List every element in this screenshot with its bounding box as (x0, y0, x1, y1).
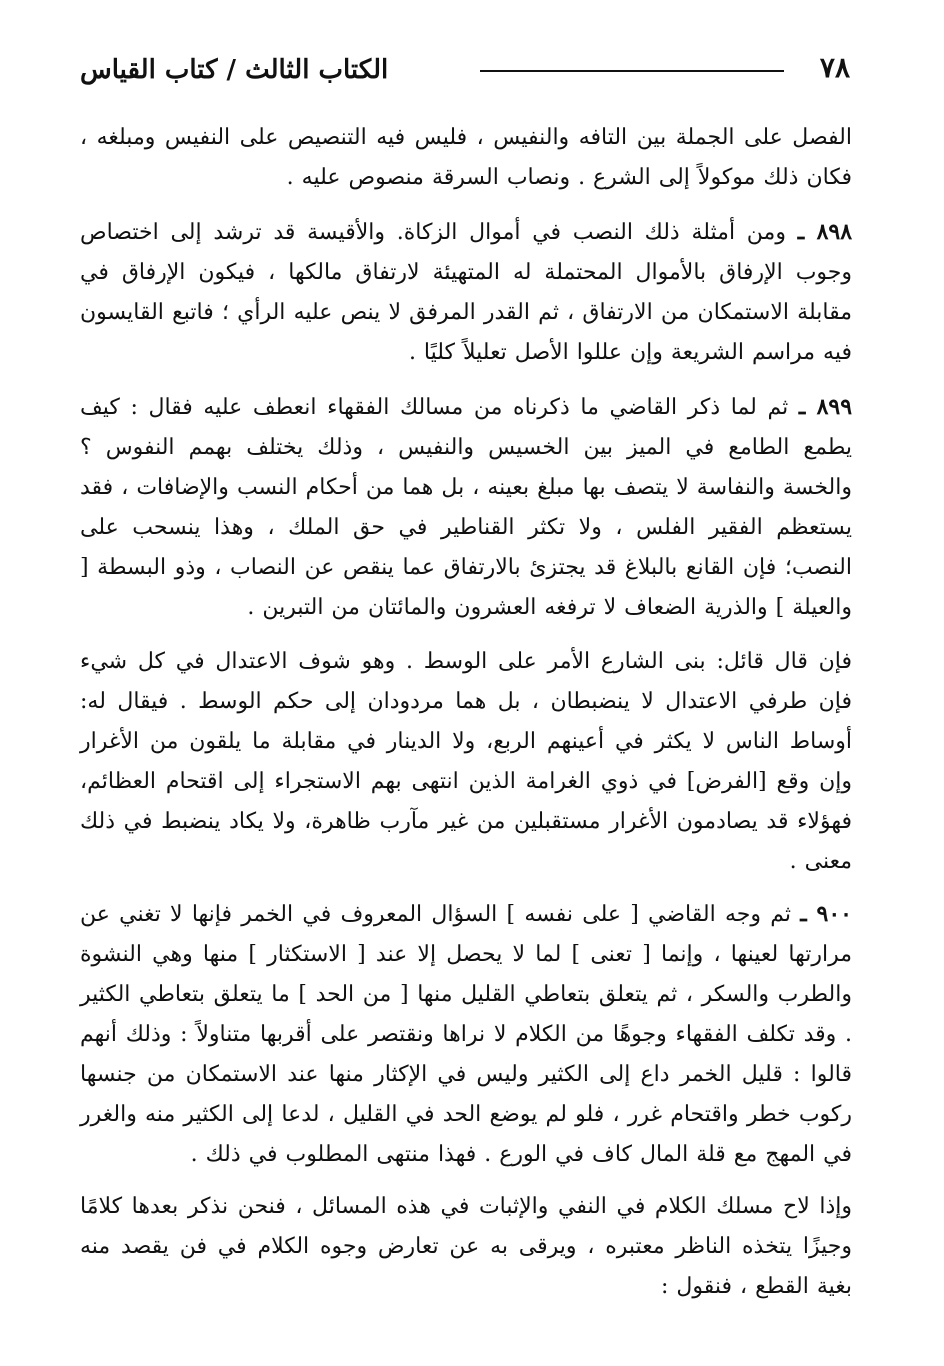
paragraph-number: ٨٩٨ ـ (797, 219, 853, 245)
paragraph-900 (80, 894, 852, 1175)
running-title: الكتاب الثالث / كتاب القياس (80, 55, 389, 85)
paragraph-text: ومن أمثلة ذلك النصب في أموال الزكاة. والأقيسة قد ترشد إلى اختصاص وجوب الإرفاق بالأموال المحتملة له المتهيئة لارتفاق مالكها ، فيكون الإرفاق في مقابلة الاستمكان من الارتفاق ، ثم القدر المرفق لا ينص عليه الرأي ؛ فاتبع القايسون فيه مراسم الشريعة وإن عللوا الأصل تعليلاً كليًا . (80, 220, 852, 365)
paragraph-conclusion (80, 1187, 852, 1307)
paragraph-text: ثم وجه القاضي [ على نفسه ] السؤال المعروف في الخمر فإنها لا تغني عن مرارتها لعينها ، وإنما [ تعنى ] لما لا يحصل إلا عند [ الاستكثار ] منها وهي النشوة والطرب والسكر ، ثم يتعلق بتعاطي القليل منها [ من الحد ] ما يتعلق بتعاطي الكثير . وقد تكلف الفقهاء وجوهًا من الكلام لا نراها ونقتصر على أقربها متناولاً : وذلك أنهم قالوا : قليل الخمر داع إلى الكثير وليس في الإكثار منها عند الاستمكان من جنسها ركوب خطر واقتحام غرر ، فلو لم يوضع الحد في القليل ، لدعا إلى الكثير منه والغرر في المهج مع قلة المال كاف في الورع . فهذا منتهى المطلوب في ذلك . (80, 902, 852, 1167)
paragraph-899 (80, 387, 852, 628)
paragraph-text: ثم لما ذكر القاضي ما ذكرناه من مسالك الفقهاء انعطف عليه فقال : كيف يطمع الطامع في الميز بين الخسيس والنفيس ، وذلك يختلف بهمم النفوس ؟ والخسة والنفاسة لا يتصف بها مبلغ بعينه ، بل هما من أحكام النسب والإضافات ، فقد يستعظم الفقير الفلس ، ولا تكثر القناطير في حق الملك ، وهذا ينسحب على النصب؛ فإن القانع بالبلاغ قد يجتزئ بالارتفاق عما ينقص عن النصاب ، وذو البسطة [ والعيلة ] والذرية الضعاف لا ترفغه العشرون والمائتان من التبرين . (80, 395, 852, 620)
paragraph-continuation (80, 118, 852, 198)
paragraph-number: ٨٩٩ ـ (798, 394, 853, 420)
paragraph-text: وإذا لاح مسلك الكلام في النفي والإثبات في هذه المسائل ، فنحن نذكر بعدها كلامًا وجيزًا يتخذه الناظر معتبره ، ويرقى به عن تعارض وجوه الكلام في فن يقصد منه بغية القطع ، فنقول : (80, 1194, 852, 1299)
running-header (80, 50, 850, 94)
paragraph-text: الفصل على الجملة بين التافه والنفيس ، فليس فيه التنصيص على النفيس ومبلغه ، فكان ذلك موكولاً إلى الشرع . ونصاب السرقة منصوص عليه . (80, 125, 852, 190)
header-rule (480, 70, 784, 72)
paragraph-text: فإن قال قائل: بنى الشارع الأمر على الوسط . وهو شوف الاعتدال في كل شيء فإن طرفي الاعتدال لا ينضبطان ، بل هما مردودان إلى حكم الوسط . فيقال له: أوساط الناس لا يكثر في أعينهم الربع، ولا الدينار في مقابلة ما يلقون من الأغرار وإن وقع [الفرض] في ذوي الغرامة الذين انتهى بهم الاستجراء إلى اقتحام العظائم، فهؤلاء قد يصادمون الأغرار مستقبلين من غير مآرب ظاهرة، ولا يكاد ينضبط في ذلك معنى . (80, 649, 852, 874)
paragraph-898 (80, 212, 852, 373)
page-body (80, 118, 852, 1321)
paragraph-objection (80, 642, 852, 882)
page-number: ٧٨ (819, 51, 850, 84)
paragraph-number: ٩٠٠ ـ (800, 901, 852, 927)
